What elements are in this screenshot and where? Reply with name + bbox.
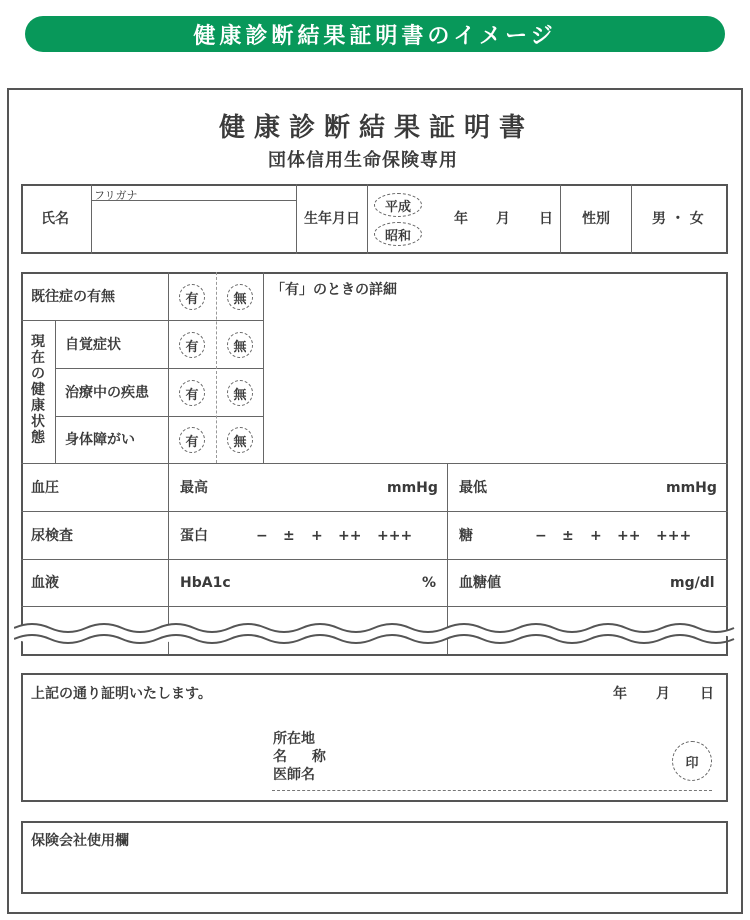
sugar-scale-plusminus[interactable]: ± <box>562 528 574 544</box>
detail-label: 「有」のときの詳細 <box>271 282 397 298</box>
seal-mark: 印 <box>672 741 712 781</box>
glucose-label: 血糖値 <box>459 575 501 591</box>
document-subtitle: 団体信用生命保険専用 <box>268 150 458 171</box>
bp-low-label: 最低 <box>459 480 487 496</box>
urine-test-label: 尿検査 <box>31 528 73 544</box>
history-no-option[interactable]: 無 <box>227 284 253 310</box>
protein-scale-plus2[interactable]: ++ <box>338 528 362 544</box>
dob-day-label: 日 <box>539 211 553 227</box>
sex-label: 性別 <box>582 211 610 227</box>
document-title: 健康診断結果証明書 <box>219 113 535 143</box>
hba1c-unit: % <box>422 575 437 591</box>
insurer-box <box>21 821 728 894</box>
current-health-label: 現在の健康状態 <box>31 334 45 446</box>
disability-no-option[interactable]: 無 <box>227 427 253 453</box>
symptoms-no-option[interactable]: 無 <box>227 332 253 358</box>
sugar-scale-plus3[interactable]: +++ <box>656 528 692 544</box>
sugar-scale-plus2[interactable]: ++ <box>617 528 641 544</box>
symptoms-yes-option[interactable]: 有 <box>179 332 205 358</box>
name-label: 氏名 <box>41 211 69 227</box>
header-banner: 健康診断結果証明書のイメージ <box>25 16 725 52</box>
blood-label: 血液 <box>31 575 59 591</box>
doctor-name-label: 医師名 <box>273 767 315 783</box>
treatment-no-option[interactable]: 無 <box>227 380 253 406</box>
protein-scale-plusminus[interactable]: ± <box>283 528 295 544</box>
disability-yes-option[interactable]: 有 <box>179 427 205 453</box>
hba1c-label: HbA1c <box>180 575 231 591</box>
treatment-yes-option[interactable]: 有 <box>179 380 205 406</box>
history-yes-option[interactable]: 有 <box>179 284 205 310</box>
insurer-use-label: 保険会社使用欄 <box>31 833 129 849</box>
dob-month-label: 月 <box>496 211 510 227</box>
detail-field[interactable] <box>265 300 725 460</box>
dob-label: 生年月日 <box>304 211 360 227</box>
name-field[interactable] <box>92 202 295 252</box>
certify-year-label: 年 <box>613 686 627 702</box>
protein-scale-plus[interactable]: + <box>311 528 323 544</box>
treatment-label: 治療中の疾患 <box>65 385 149 401</box>
address-label: 所在地 <box>273 731 315 747</box>
certify-day-label: 日 <box>700 686 714 702</box>
symptoms-label: 自覚症状 <box>65 337 121 353</box>
bp-high-label: 最高 <box>180 480 208 496</box>
sex-options[interactable]: 男 ・ 女 <box>652 211 704 227</box>
blood-pressure-label: 血圧 <box>31 480 59 496</box>
facility-name-label: 名 称 <box>273 749 336 765</box>
protein-label: 蛋白 <box>180 528 208 544</box>
certify-statement: 上記の通り証明いたします。 <box>31 686 212 702</box>
bp-high-unit: mmHg <box>387 480 438 496</box>
sugar-scale-minus[interactable]: − <box>535 528 547 544</box>
medical-history-label: 既往症の有無 <box>31 289 115 305</box>
signature-field[interactable] <box>330 728 660 788</box>
dob-year-label: 年 <box>454 211 468 227</box>
protein-scale-plus3[interactable]: +++ <box>377 528 413 544</box>
certify-month-label: 月 <box>656 686 670 702</box>
furigana-label: フリガナ <box>94 189 138 202</box>
disability-label: 身体障がい <box>65 432 135 448</box>
era-heisei-option[interactable]: 平成 <box>374 193 422 217</box>
sugar-label: 糖 <box>459 528 473 544</box>
table-break-wave <box>14 616 736 646</box>
furigana-field[interactable] <box>92 186 295 200</box>
era-showa-option[interactable]: 昭和 <box>374 222 422 246</box>
signature-line <box>272 790 712 791</box>
bp-low-unit: mmHg <box>666 480 717 496</box>
glucose-unit: mg/dl <box>670 575 715 591</box>
sugar-scale-plus[interactable]: + <box>590 528 602 544</box>
protein-scale-minus[interactable]: − <box>256 528 268 544</box>
